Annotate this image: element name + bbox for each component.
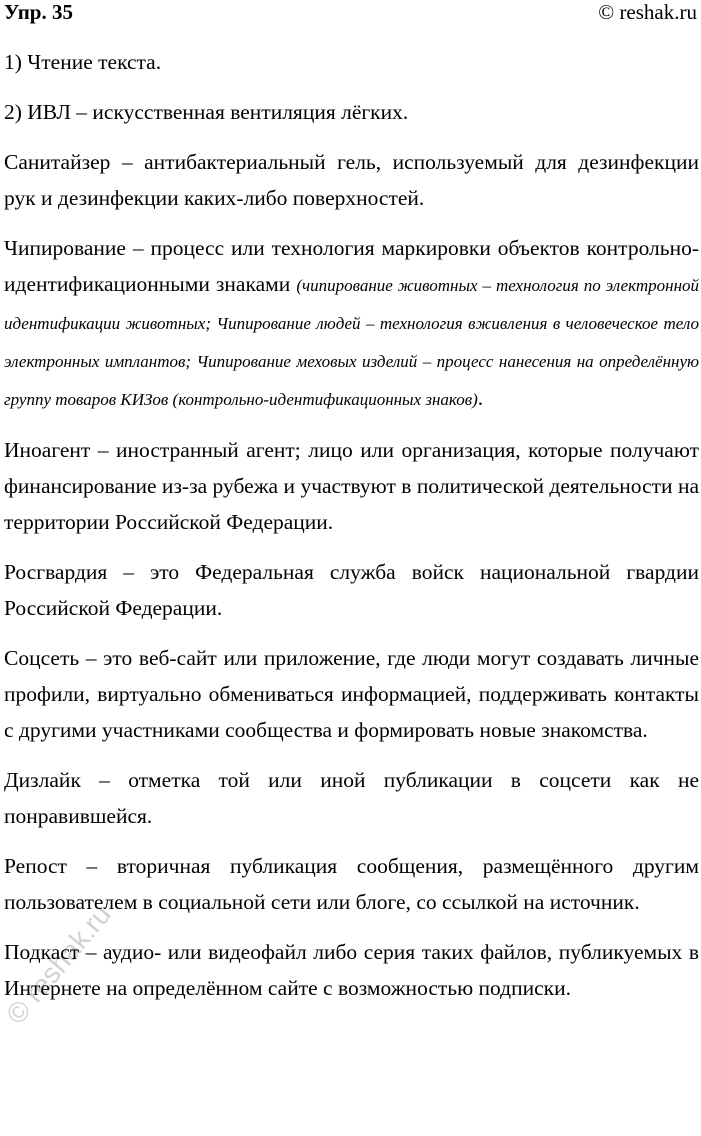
paragraph: Иноагент – иностранный агент; лицо или организация, которые получают финансирование из-за рубежа и участвуют в политической деятельности на территории Российской Федерации. — [4, 438, 699, 534]
paragraph: Росгвардия – это Федеральная служба войск национальной гвардии Российской Федерации. — [4, 560, 699, 620]
page-header — [0, 0, 701, 26]
copyright-text: © reshak.ru — [598, 0, 697, 24]
paragraph: Санитайзер – антибактериальный гель, используемый для дезинфекции рук и дезинфекции каких-либо поверхностей. — [4, 150, 699, 210]
watermark: © reshak.ru — [0, 898, 118, 1030]
paragraph: Соцсеть – это веб-сайт или приложение, где люди могут создавать личные профили, виртуально обмениваться информацией, поддерживать контакты с другими участниками сообщества и формировать новые знакомства. — [4, 646, 699, 742]
paragraph-tail: . — [477, 386, 484, 410]
exercise-title: Упр. 35 — [4, 0, 73, 24]
paragraph-italic-note: (чипирование животных – технология по электронной идентификации животных; Чипирование людей – технология вживления в человеческое тело электронных имплантов; Чипирование меховых изделий – процесс нанесения на определённую группу товаров КИЗов (контрольно-идентификационных знаков) — [4, 276, 699, 409]
paragraph: Дизлайк – отметка той или иной публикации в соцсети как не понравившейся. — [4, 768, 699, 828]
paragraph: 2) ИВЛ – искусственная вентиляция лёгких. — [4, 100, 409, 124]
paragraph — [4, 230, 699, 418]
paragraph: Репост – вторичная публикация сообщения, размещённого другим пользователем в социальной сети или блоге, со ссылкой на источник. — [4, 854, 699, 914]
document-body — [4, 44, 699, 1020]
paragraph: 1) Чтение текста. — [4, 50, 162, 74]
paragraph-text: Чипирование – процесс или технология маркировки объектов контрольно-идентификационными знаками — [4, 236, 699, 296]
paragraph: Подкаст – аудио- или видеофайл либо серия таких файлов, публикуемых в Интернете на определённом сайте с возможностью подписки. — [4, 940, 699, 1000]
